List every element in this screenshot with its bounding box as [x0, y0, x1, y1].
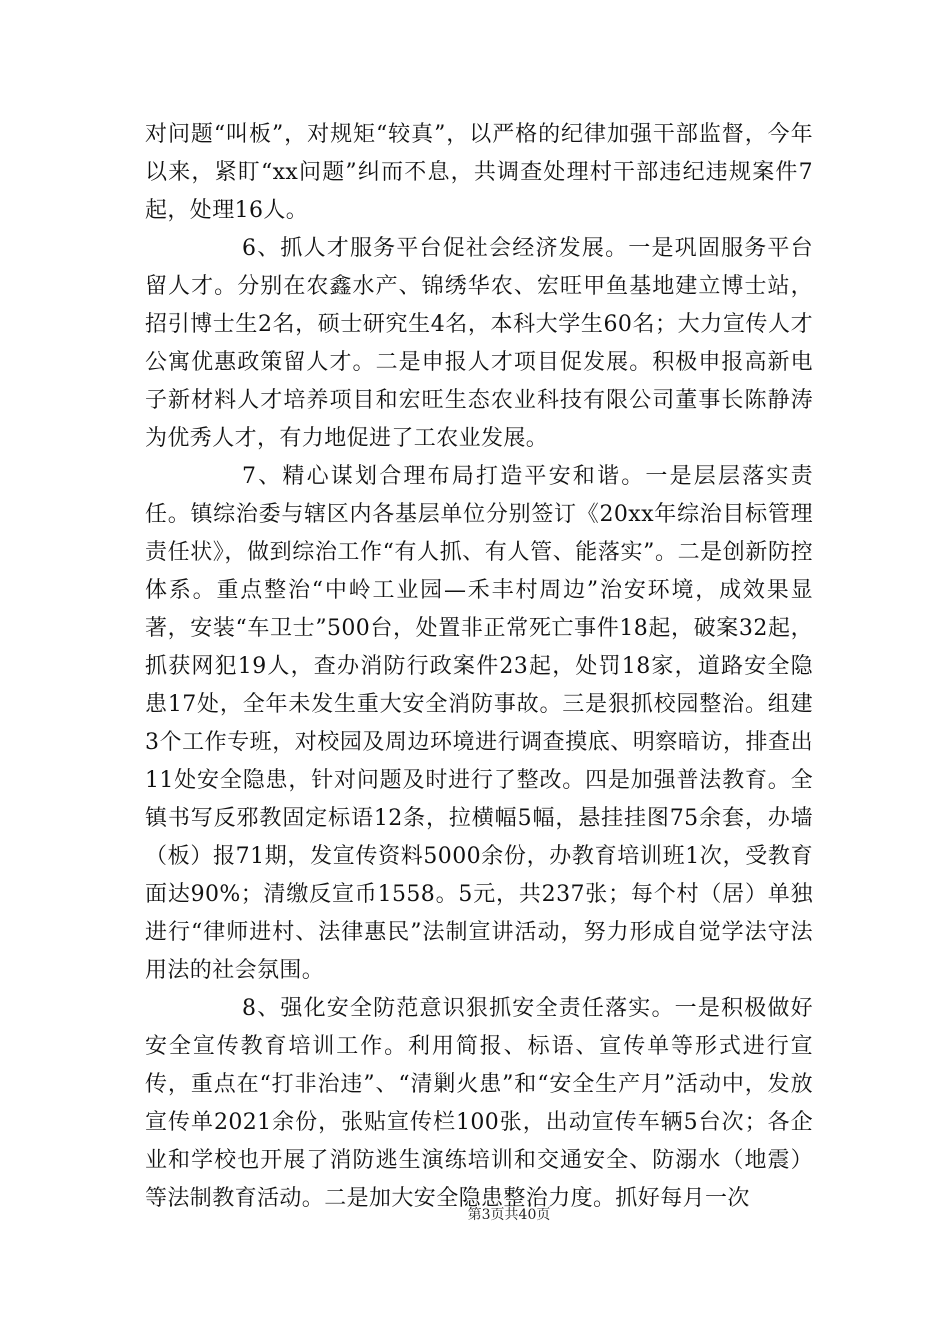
paragraph-continued: 对问题“叫板”，对规矩“较真”，以严格的纪律加强干部监督，今年以来，紧盯“xx问题”纠而不息，共调查处理村干部违纪违规案件7起，处理16人。 — [145, 122, 813, 223]
document-body — [145, 116, 813, 1218]
paragraph-7-safety-harmony: 7、精心谋划合理布局打造平安和谐。一是层层落实责任。镇综治委与辖区内各基层单位分别签订《20xx年综治目标管理责任状》，做到综治工作“有人抓、有人管、能落实”。二是创新防控体系。重点整治“中岭工业园—禾丰村周边”治安环境，成效果显著，安装“车卫士”500台，处置非正常死亡事件18起，破案32起，抓获网犯19人，查办消防行政案件23起，处罚18家，道路安全隐患17处，全年未发生重大安全消防事故。三是狠抓校园整治。组建3个工作专班，对校园及周边环境进行调查摸底、明察暗访，排查出11处安全隐患，针对问题及时进行了整改。四是加强普法教育。全镇书写反邪教固定标语12条，拉横幅5幅，悬挂挂图75余套，办墙（板）报71期，发宣传资料5000余份，办教育培训班1次，受教育面达90%；清缴反宣币1558。5元，共237张；每个村（居）单独进行“律师进村、法律惠民”法制宣讲活动，努力形成自觉学法守法用法的社会氛围。 — [145, 464, 813, 983]
paragraph-8-safety-responsibility: 8、强化安全防范意识狠抓安全责任落实。一是积极做好安全宣传教育培训工作。利用简报、标语、宣传单等形式进行宣传，重点在“打非治违”、“清剿火患”和“安全生产月”活动中，发放宣传单2021余份，张贴宣传栏100张，出动宣传车辆5台次；各企业和学校也开展了消防逃生演练培训和交通安全、防溺水（地震）等法制教育活动。二是加大安全隐患整治力度。抓好每月一次 — [145, 996, 813, 1211]
paragraph-6-talent-service: 6、抓人才服务平台促社会经济发展。一是巩固服务平台留人才。分别在农鑫水产、锦绣华农、宏旺甲鱼基地建立博士站，招引博士生2名，硕士研究生4名，本科大学生60名；大力宣传人才公寓优惠政策留人才。二是申报人才项目促发展。积极申报高新电子新材料人才培养项目和宏旺生态农业科技有限公司董事长陈静涛为优秀人才，有力地促进了工农业发展。 — [145, 236, 813, 451]
page-number-footer: 第3页共40页 — [467, 1207, 551, 1223]
